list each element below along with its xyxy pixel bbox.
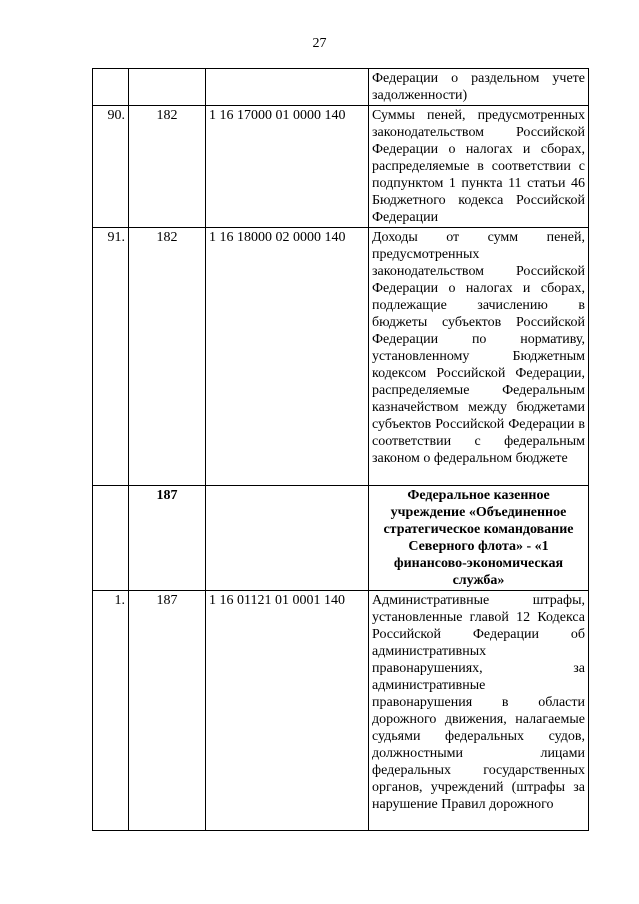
organization-name-cell: Федеральное казенное учреждение «Объединенное стратегическое командование Северного флота» - «1 финансово-экономическая служба» — [369, 486, 589, 591]
page-number: 27 — [312, 36, 327, 51]
table-row — [93, 228, 589, 486]
budget-classification-code-cell — [206, 69, 369, 106]
row-number-cell: 1. — [93, 591, 129, 831]
description-cell: Суммы пеней, предусмотренных законодательством Российской Федерации о налогах и сборах, распределяемые в соответствии с подпунктом 1 пункта 11 статьи 46 Бюджетного кодекса Российской Федерации — [369, 106, 589, 228]
description-cell: Административные штрафы, установленные главой 12 Кодекса Российской Федерации об административных правонарушениях, за административные правонарушения в области дорожного движения, налагаемые судьями федеральных судов, должностными лицами федеральных государственных органов, учреждений (штрафы за нарушение Правил дорожного — [369, 591, 589, 831]
table-row — [93, 591, 589, 831]
administrator-code-cell: 182 — [129, 228, 206, 486]
budget-classification-code-cell: 1 16 01121 01 0001 140 — [206, 591, 369, 831]
budget-classification-code-cell — [206, 486, 369, 591]
row-number-cell — [93, 69, 129, 106]
administrator-code-cell — [129, 69, 206, 106]
row-number-cell: 90. — [93, 106, 129, 228]
revenue-classification-table — [92, 68, 589, 831]
budget-classification-code-cell: 1 16 18000 02 0000 140 — [206, 228, 369, 486]
administrator-code-cell: 187 — [129, 591, 206, 831]
row-number-cell: 91. — [93, 228, 129, 486]
administrator-code-cell: 187 — [129, 486, 206, 591]
row-number-cell — [93, 486, 129, 591]
table-row-organization — [93, 486, 589, 591]
description-cell: Доходы от сумм пеней, предусмотренных законодательством Российской Федерации о налогах и сборах, подлежащие зачислению в бюджеты субъектов Российской Федерации по нормативу, установленному Бюджетным кодексом Российской Федерации, распределяемые Федеральным казначейством между бюджетами субъектов Российской Федерации в соответствии с федеральным законом о федеральном бюджете — [369, 228, 589, 486]
administrator-code-cell: 182 — [129, 106, 206, 228]
table-row — [93, 69, 589, 106]
table-row — [93, 106, 589, 228]
description-cell: Федерации о раздельном учете задолженности) — [369, 69, 589, 106]
budget-classification-code-cell: 1 16 17000 01 0000 140 — [206, 106, 369, 228]
